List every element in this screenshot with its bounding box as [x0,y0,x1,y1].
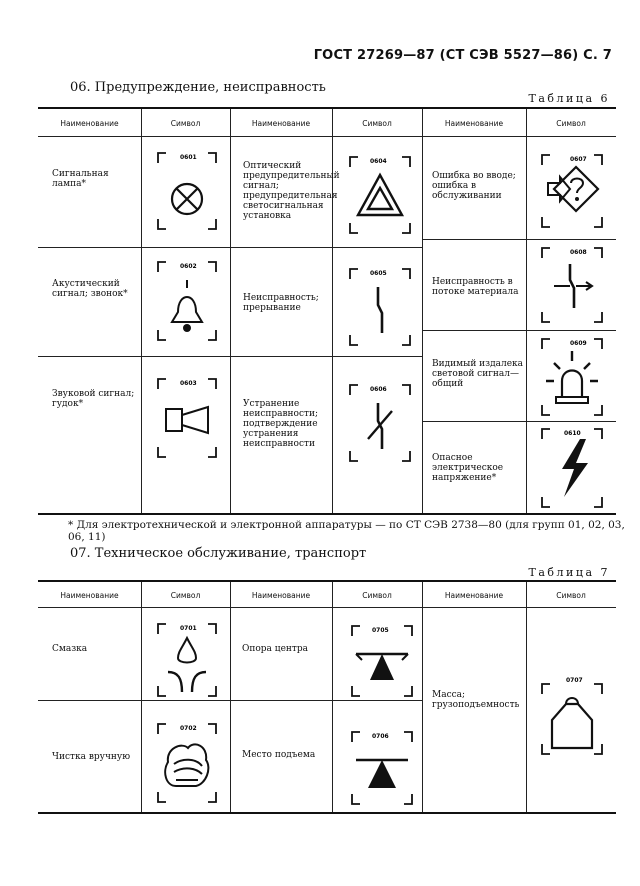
section-title-06: 06. Предупреждение, неисправность [70,80,326,95]
fault-cleared-icon [348,383,412,463]
svg-text:0706: 0706 [372,733,389,740]
break-icon [348,267,412,347]
col-header-name: Наименование [251,119,311,128]
svg-text:0603: 0603 [180,380,197,387]
item-name: Масса; грузоподъемность [432,690,520,710]
lift-point-icon [350,730,414,806]
lubrication-icon [156,622,218,698]
item-name: Смазка [52,644,88,654]
item-name: Устранение неисправности; подтверждение устранения неисправности [243,399,319,449]
svg-text:0607: 0607 [570,156,587,163]
center-support-icon [350,624,414,698]
item-name: Опасное электрическое напряжение* [432,453,504,483]
table-7 [38,580,616,814]
svg-text:0602: 0602 [180,263,197,270]
svg-text:0606: 0606 [370,386,387,393]
item-name: Оптический предупредительный сигнал; предупредительная светосигнальная установка [243,161,340,221]
col-header-symbol: Символ [170,119,201,128]
table-label-7: Таблица 7 [528,566,610,579]
svg-text:0605: 0605 [370,270,387,277]
item-name: Звуковой сигнал; гудок* [52,389,135,409]
col-header-symbol: Символ [556,119,586,128]
col-header-name: Наименование [60,119,119,128]
item-name: Опора центра [242,644,309,654]
item-name: Акустический сигнал; звонок* [52,279,128,299]
col-header-symbol: Символ [362,591,392,600]
col-header-name: Наименование [444,591,504,600]
warning-triangle-icon [348,155,412,235]
col-header-name: Наименование [251,591,311,600]
svg-text:0601: 0601 [180,154,197,161]
bell-icon [156,260,218,342]
col-header-symbol: Символ [556,591,586,600]
svg-text:0604: 0604 [370,158,387,165]
item-name: Неисправность в потоке материала [432,277,519,297]
item-name: Неисправность; прерывание [243,293,319,313]
col-header-symbol: Символ [362,119,392,128]
item-name: Место подъема [242,750,316,760]
high-voltage-icon [540,427,604,509]
weight-icon [540,674,604,756]
item-name: Чистка вручную [52,752,131,762]
svg-text:0609: 0609 [570,340,587,347]
hand-cleaning-icon [156,722,218,804]
item-name: Видимый издалека световой сигнал—общий [432,359,524,389]
svg-text:0705: 0705 [372,627,389,634]
footnote: * Для электротехнической и электронной аппаратуры — по СТ СЭВ 2738—80 (для групп 01, 02, 03, 06, 11) [68,519,625,543]
beacon-icon [540,337,604,417]
svg-text:0610: 0610 [564,430,581,437]
item-name: Ошибка во вводе; ошибка в обслуживании [432,171,516,201]
horn-icon [156,377,218,459]
table-6 [38,107,616,515]
svg-text:0707: 0707 [566,677,583,684]
svg-text:0701: 0701 [180,625,197,632]
col-header-name: Наименование [60,591,119,600]
table-label-6: Таблица 6 [528,92,610,105]
svg-text:0608: 0608 [570,249,587,256]
item-name: Сигнальная лампа* [52,169,109,189]
col-header-name: Наименование [444,119,504,128]
col-header-symbol: Символ [170,591,201,600]
section-title-07: 07. Техническое обслуживание, транспорт [70,546,367,561]
material-flow-fault-icon [540,246,604,324]
document-header: ГОСТ 27269—87 (СТ СЭВ 5527—86) С. 7 [313,48,612,63]
lamp-icon [156,151,218,231]
input-error-icon [540,153,604,229]
svg-text:0702: 0702 [180,725,197,732]
